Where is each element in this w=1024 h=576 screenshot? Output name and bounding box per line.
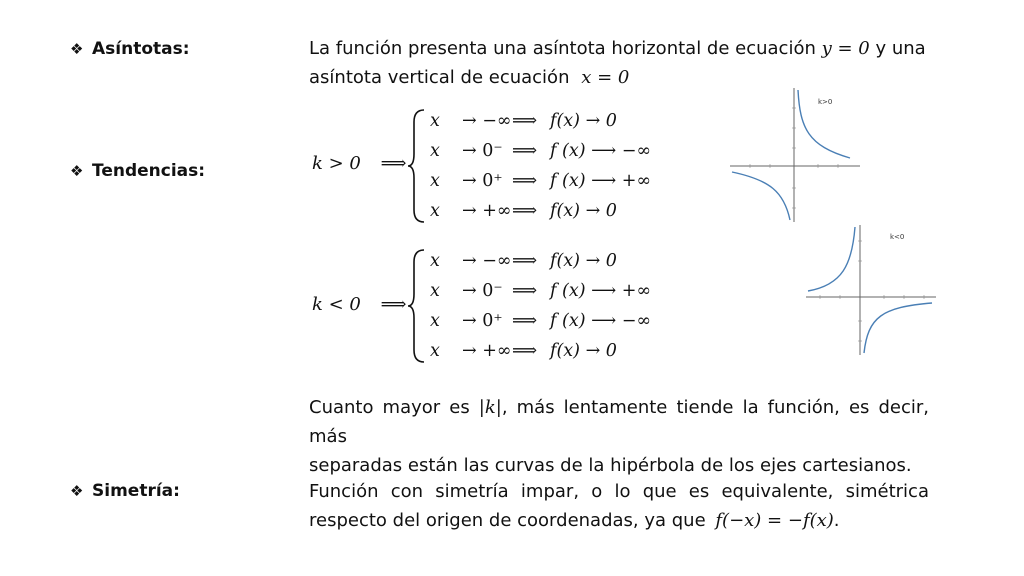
graph-label-k-positive: k>0 — [818, 98, 833, 106]
tendency-row: x → −∞⟹ f(x) → 0 — [430, 251, 617, 271]
left-brace-k-positive — [406, 108, 428, 224]
diamond-bullet-icon: ❖ — [70, 40, 84, 58]
diamond-bullet-icon: ❖ — [70, 482, 84, 500]
graph-label-k-negative: k<0 — [890, 233, 905, 241]
simetria-line-1: Función con simetría impar, o lo que es equivalente, simétrica — [309, 481, 929, 502]
tendency-row: x → 0⁺ ⟹ f (x) ⟶ −∞ — [430, 311, 652, 331]
vertical-asymptote-equation: x = 0 — [581, 67, 630, 88]
simetria-line-2: respecto del origen de coordenadas, ya que f(−x) = −f(x). — [309, 510, 840, 531]
note-line-1: Cuanto mayor es |k|, más lentamente tiende la función, es decir, más — [309, 397, 929, 447]
k-positive-condition: k > 0 ⟹ — [312, 153, 407, 174]
tendency-row: x → 0⁻ ⟹ f (x) ⟶ −∞ — [430, 141, 652, 161]
hyperbola-graph-k-positive — [730, 88, 860, 222]
k-magnitude-note — [309, 393, 929, 480]
k-negative-condition: k < 0 ⟹ — [312, 294, 407, 315]
asintotas-line-2: asíntota vertical de ecuación x = 0 — [309, 67, 630, 88]
implies-symbol: ⟹ — [380, 294, 407, 315]
heading-simetria — [70, 481, 180, 501]
tendency-row: x → 0⁺ ⟹ f (x) ⟶ +∞ — [430, 171, 652, 191]
asintotas-label: Asíntotas: — [92, 39, 190, 59]
tendency-row: x → +∞⟹ f(x) → 0 — [430, 201, 617, 221]
simetria-text — [309, 477, 929, 535]
abs-k: |k| — [478, 397, 502, 418]
tendency-row: x → 0⁻ ⟹ f (x) ⟶ +∞ — [430, 281, 652, 301]
heading-asintotas — [70, 39, 190, 59]
simetria-label: Simetría: — [92, 481, 180, 501]
tendency-row: x → −∞⟹ f(x) → 0 — [430, 111, 617, 131]
heading-tendencias — [70, 161, 205, 181]
left-brace-k-negative — [406, 248, 428, 364]
k-negative-rows — [430, 246, 710, 366]
k-positive-rows — [430, 106, 710, 226]
diamond-bullet-icon: ❖ — [70, 162, 84, 180]
hyperbola-graph-k-negative — [806, 225, 936, 355]
curve-branch-q4 — [864, 303, 932, 353]
note-line-2: separadas están las curvas de la hipérbola de los ejes cartesianos. — [309, 455, 912, 476]
implies-symbol: ⟹ — [380, 153, 407, 174]
curve-branch-q2 — [808, 227, 855, 291]
odd-symmetry-equation: f(−x) = −f(x) — [715, 510, 834, 531]
horizontal-asymptote-equation: y = 0 — [821, 38, 870, 59]
tendency-row: x → +∞⟹ f(x) → 0 — [430, 341, 617, 361]
tendencias-label: Tendencias: — [92, 161, 206, 181]
curve-branch-q3 — [732, 172, 790, 220]
asintotas-line-1: La función presenta una asíntota horizontal de ecuación y = 0 y una — [309, 38, 926, 59]
